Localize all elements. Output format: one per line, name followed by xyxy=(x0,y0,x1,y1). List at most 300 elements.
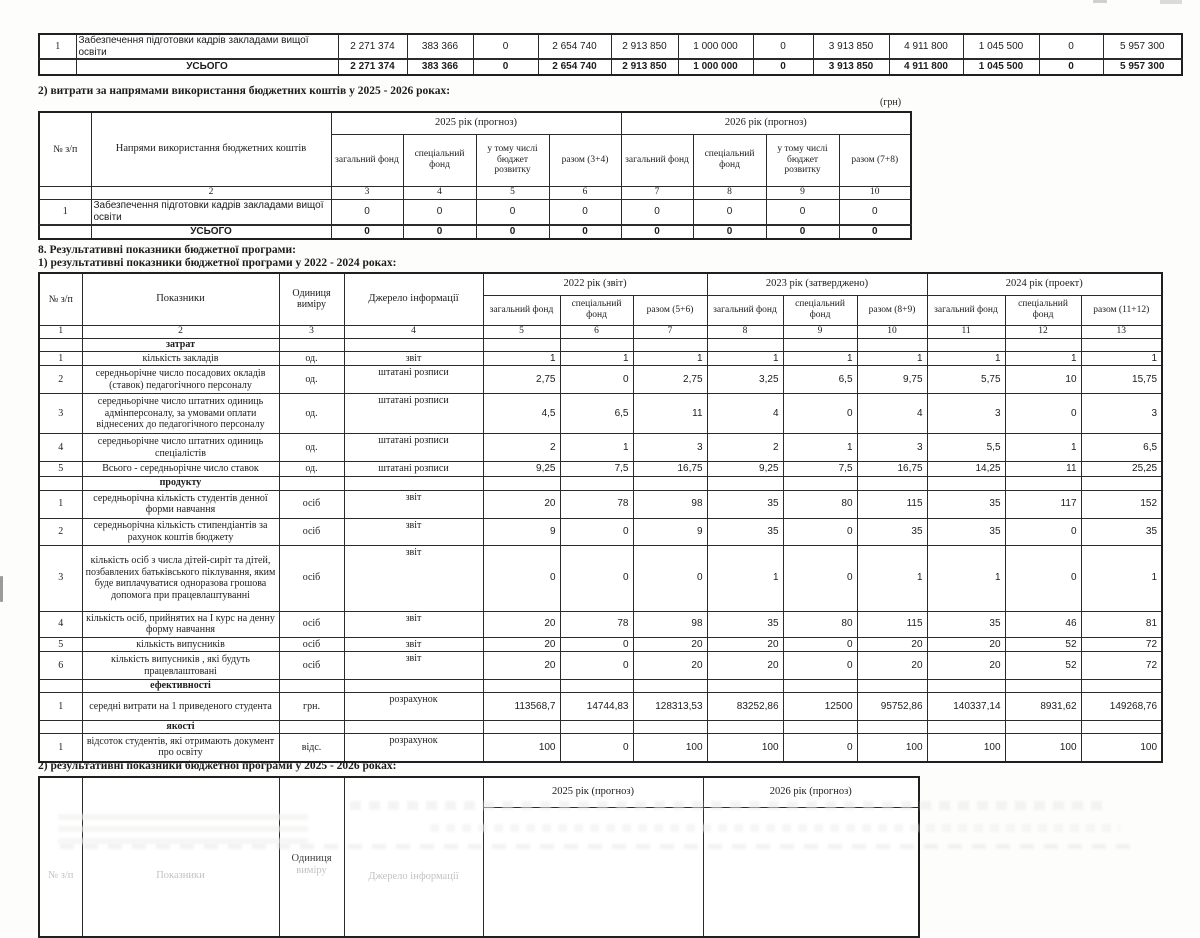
value-cell: 52 xyxy=(1005,637,1081,652)
source-cell xyxy=(344,721,483,734)
value-cell: 100 xyxy=(707,734,783,762)
value-cell: 100 xyxy=(857,734,927,762)
value-cell: 98 xyxy=(633,490,707,518)
col-header-indicator xyxy=(82,777,279,937)
value-cell: 3 xyxy=(1081,394,1162,434)
scan-edge-mark xyxy=(0,576,3,602)
column-index-cell: 7 xyxy=(621,186,693,199)
year-2022-header: 2022 рік (звіт) xyxy=(483,273,707,295)
value-cell: 1 xyxy=(783,434,857,462)
value-cell: 16,75 xyxy=(857,462,927,477)
value-cell: 0 xyxy=(783,734,857,762)
value-cell: 2 913 850 xyxy=(611,34,678,59)
value-cell: 10 xyxy=(1005,366,1081,394)
column-index-cell: 2 xyxy=(82,325,279,338)
summary-table-body xyxy=(39,34,1182,75)
value-cell: 115 xyxy=(857,611,927,637)
value-cell xyxy=(1081,680,1162,693)
source-cell: звіт xyxy=(344,490,483,518)
indicator-name-cell: кількість випусників , які будуть працевлаштовані xyxy=(82,652,279,680)
value-cell xyxy=(707,721,783,734)
value-cell: 1 045 500 xyxy=(963,59,1039,75)
row-number-cell xyxy=(39,225,91,239)
direction-name-cell: Забезпечення підготовки кадрів закладами вищої освіти xyxy=(76,34,338,59)
value-cell: 3 xyxy=(633,434,707,462)
value-cell xyxy=(857,338,927,351)
value-cell: 7,5 xyxy=(560,462,633,477)
value-cell: 0 xyxy=(633,545,707,611)
column-index-cell: 3 xyxy=(331,186,403,199)
year-2023-header: 2023 рік (затверджено) xyxy=(707,273,927,295)
value-cell: 152 xyxy=(1081,490,1162,518)
fund-col-header: спеціальний фонд xyxy=(560,295,633,325)
value-cell: 6,5 xyxy=(560,394,633,434)
indicator-name-cell: кількість осіб, прийнятих на І курс на денну форму навчання xyxy=(82,611,279,637)
column-index-cell xyxy=(39,186,91,199)
source-cell: штатані розписи xyxy=(344,462,483,477)
value-cell xyxy=(483,476,560,490)
year-2025-header: 2025 рік (прогноз) xyxy=(483,777,703,807)
indicator-name-cell: середньорічна кількість стипендіантів за рахунок коштів бюджету xyxy=(82,518,279,545)
directions-table-body xyxy=(39,199,911,239)
unit-cell: од. xyxy=(279,462,344,477)
value-cell: 1 xyxy=(560,434,633,462)
value-cell: 1 xyxy=(857,351,927,366)
value-cell: 20 xyxy=(483,637,560,652)
table-row xyxy=(39,34,1182,59)
value-cell: 2,75 xyxy=(483,366,560,394)
source-cell: звіт xyxy=(344,611,483,637)
value-cell: 46 xyxy=(1005,611,1081,637)
value-cell: 0 xyxy=(476,225,549,239)
col-header-num-label: № з/п xyxy=(48,869,74,881)
source-cell: звіт xyxy=(344,518,483,545)
col-header-unit xyxy=(279,777,344,937)
year-2026-header: 2026 рік (прогноз) xyxy=(621,112,911,134)
value-cell: 35 xyxy=(1081,518,1162,545)
value-cell xyxy=(707,338,783,351)
fund-col-header: загальний фонд xyxy=(331,134,403,186)
sub1-heading: 1) результативні показники бюджетної програми у 2022 - 2024 роках: xyxy=(38,257,397,269)
value-cell: 0 xyxy=(560,366,633,394)
source-cell: звіт xyxy=(344,545,483,611)
value-cell: 383 366 xyxy=(407,34,473,59)
row-number-cell: 2 xyxy=(39,518,82,545)
table-row xyxy=(39,199,911,225)
fund-col-header: загальний фонд xyxy=(927,295,1005,325)
value-cell: 6,5 xyxy=(783,366,857,394)
value-cell: 3 xyxy=(857,434,927,462)
value-cell xyxy=(1005,680,1081,693)
unit-label-line1: Одиниця xyxy=(291,852,332,864)
unit-cell xyxy=(279,338,344,351)
indicators-table-body xyxy=(39,338,1162,762)
col-header-num xyxy=(39,777,82,937)
value-cell: 0 xyxy=(560,518,633,545)
value-cell: 1 xyxy=(483,351,560,366)
value-cell: 35 xyxy=(927,611,1005,637)
value-cell: 1 000 000 xyxy=(678,59,753,75)
value-cell: 9,75 xyxy=(857,366,927,394)
unit-cell: відс. xyxy=(279,734,344,762)
value-cell: 35 xyxy=(707,611,783,637)
value-cell: 35 xyxy=(927,490,1005,518)
value-cell: 4 911 800 xyxy=(889,59,963,75)
value-cell: 78 xyxy=(560,490,633,518)
indicator-name-cell: середні витрати на 1 приведеного студента xyxy=(82,693,279,721)
value-cell: 16,75 xyxy=(633,462,707,477)
unit-cell: од. xyxy=(279,394,344,434)
column-index-cell: 4 xyxy=(403,186,476,199)
year-header-row xyxy=(39,777,919,807)
value-cell: 11 xyxy=(1005,462,1081,477)
row-number-cell: 1 xyxy=(39,490,82,518)
scan-corner-smudge xyxy=(1160,0,1182,4)
value-cell: 0 xyxy=(1039,59,1103,75)
fund-col-header: разом (5+6) xyxy=(633,295,707,325)
indicator-name-cell: середньорічне число штатних одиниць адмінперсоналу, за умовами оплати віднесених до педагогічного персоналу xyxy=(82,394,279,434)
indicator-row xyxy=(39,693,1162,721)
value-cell: 11 xyxy=(633,394,707,434)
value-cell: 3 913 850 xyxy=(813,34,889,59)
value-cell: 83252,86 xyxy=(707,693,783,721)
unit-cell xyxy=(279,721,344,734)
indicator-name-cell: середньорічне число штатних одиниць спеціалістів xyxy=(82,434,279,462)
forecast-table-body xyxy=(39,777,919,937)
value-cell: 0 xyxy=(766,199,839,225)
value-cell xyxy=(857,680,927,693)
empty-cell xyxy=(703,807,919,937)
value-cell: 2 913 850 xyxy=(611,59,678,75)
indicator-name-cell: кількість закладів xyxy=(82,351,279,366)
directions-table-header xyxy=(39,112,911,199)
value-cell: 80 xyxy=(783,490,857,518)
value-cell: 0 xyxy=(560,734,633,762)
value-cell: 5 957 300 xyxy=(1103,34,1182,59)
fund-col-header: разом (8+9) xyxy=(857,295,927,325)
row-number-cell xyxy=(39,680,82,693)
row-number-cell: 1 xyxy=(39,734,82,762)
column-index-cell: 11 xyxy=(927,325,1005,338)
section8-heading: 8. Результативні показники бюджетної програми: xyxy=(38,244,296,256)
section-row xyxy=(39,680,1162,693)
unit-cell: осіб xyxy=(279,518,344,545)
section-row xyxy=(39,338,1162,351)
value-cell: 1 xyxy=(927,545,1005,611)
value-cell: 1 000 000 xyxy=(678,34,753,59)
value-cell: 0 xyxy=(549,225,621,239)
value-cell: 15,75 xyxy=(1081,366,1162,394)
value-cell: 1 xyxy=(927,351,1005,366)
row-number-cell: 3 xyxy=(39,545,82,611)
value-cell: 1 xyxy=(857,545,927,611)
value-cell: 100 xyxy=(1081,734,1162,762)
sub2-heading: 2) результативні показники бюджетної програми у 2025 - 2026 роках: xyxy=(38,760,397,772)
year-2024-header: 2024 рік (проект) xyxy=(927,273,1162,295)
source-cell xyxy=(344,338,483,351)
value-cell: 20 xyxy=(483,490,560,518)
row-number-cell: 3 xyxy=(39,394,82,434)
indicator-row xyxy=(39,734,1162,762)
value-cell xyxy=(857,721,927,734)
value-cell xyxy=(783,721,857,734)
value-cell: 383 366 xyxy=(407,59,473,75)
value-cell xyxy=(927,680,1005,693)
value-cell: 9 xyxy=(633,518,707,545)
source-cell: звіт xyxy=(344,351,483,366)
unit-cell: од. xyxy=(279,434,344,462)
column-index-cell: 6 xyxy=(560,325,633,338)
value-cell: 35 xyxy=(857,518,927,545)
source-cell xyxy=(344,680,483,693)
value-cell: 7,5 xyxy=(783,462,857,477)
column-index-cell: 9 xyxy=(783,325,857,338)
value-cell: 0 xyxy=(753,34,813,59)
value-cell: 0 xyxy=(783,637,857,652)
column-index-row xyxy=(39,186,911,199)
unit-cell: осіб xyxy=(279,545,344,611)
section-label-cell: продукту xyxy=(82,476,279,490)
fund-col-header: спеціальний фонд xyxy=(1005,295,1081,325)
indicator-row xyxy=(39,366,1162,394)
forecast-indicators-table xyxy=(38,776,920,938)
source-cell: штатані розписи xyxy=(344,394,483,434)
year-header-row xyxy=(39,273,1162,295)
value-cell: 0 xyxy=(1039,34,1103,59)
value-cell: 20 xyxy=(707,652,783,680)
value-cell xyxy=(707,680,783,693)
value-cell: 115 xyxy=(857,490,927,518)
value-cell: 2 xyxy=(483,434,560,462)
column-index-cell: 7 xyxy=(633,325,707,338)
value-cell: 25,25 xyxy=(1081,462,1162,477)
value-cell xyxy=(560,476,633,490)
row-number-cell: 4 xyxy=(39,611,82,637)
indicators-table-header xyxy=(39,273,1162,338)
value-cell: 0 xyxy=(766,225,839,239)
value-cell: 0 xyxy=(783,394,857,434)
value-cell: 20 xyxy=(927,652,1005,680)
value-cell: 0 xyxy=(476,199,549,225)
indicator-name-cell: відсоток студентів, які отримають документ про освіту xyxy=(82,734,279,762)
value-cell: 95752,86 xyxy=(857,693,927,721)
value-cell: 100 xyxy=(483,734,560,762)
indicator-row xyxy=(39,611,1162,637)
fund-col-header: у тому числі бюджет розвитку xyxy=(766,134,839,186)
source-cell: штатані розписи xyxy=(344,366,483,394)
value-cell: 0 xyxy=(621,199,693,225)
indicator-name-cell: середньорічна кількість студентів денної форми навчання xyxy=(82,490,279,518)
value-cell: 8931,62 xyxy=(1005,693,1081,721)
source-cell: штатані розписи xyxy=(344,434,483,462)
value-cell: 0 xyxy=(549,199,621,225)
indicator-row xyxy=(39,434,1162,462)
value-cell: 3,25 xyxy=(707,366,783,394)
value-cell: 9 xyxy=(483,518,560,545)
indicators-table xyxy=(38,272,1163,763)
value-cell: 4 xyxy=(857,394,927,434)
value-cell: 5,75 xyxy=(927,366,1005,394)
value-cell xyxy=(927,721,1005,734)
direction-name-cell: УСЬОГО xyxy=(91,225,331,239)
value-cell: 0 xyxy=(483,545,560,611)
section-label-cell: затрат xyxy=(82,338,279,351)
row-number-cell: 4 xyxy=(39,434,82,462)
value-cell: 0 xyxy=(693,225,766,239)
year-header-row xyxy=(39,112,911,134)
value-cell: 0 xyxy=(473,34,538,59)
section-row xyxy=(39,476,1162,490)
value-cell: 35 xyxy=(927,518,1005,545)
value-cell: 149268,76 xyxy=(1081,693,1162,721)
unit-cell: од. xyxy=(279,366,344,394)
source-cell: звіт xyxy=(344,637,483,652)
fund-col-header: разом (7+8) xyxy=(839,134,911,186)
indicator-row xyxy=(39,518,1162,545)
fund-col-header: у тому числі бюджет розвитку xyxy=(476,134,549,186)
indicator-row xyxy=(39,462,1162,477)
col-header-num: № з/п xyxy=(39,273,82,325)
source-cell: розрахунок xyxy=(344,693,483,721)
value-cell: 0 xyxy=(621,225,693,239)
source-cell: звіт xyxy=(344,652,483,680)
unit-cell xyxy=(279,680,344,693)
value-cell xyxy=(857,476,927,490)
value-cell: 20 xyxy=(633,652,707,680)
indicator-row xyxy=(39,637,1162,652)
value-cell xyxy=(633,476,707,490)
indicator-row xyxy=(39,545,1162,611)
value-cell: 20 xyxy=(483,652,560,680)
value-cell: 0 xyxy=(753,59,813,75)
value-cell: 78 xyxy=(560,611,633,637)
direction-name-cell: УСЬОГО xyxy=(76,59,338,75)
value-cell: 1 xyxy=(783,351,857,366)
row-number-cell: 1 xyxy=(39,34,76,59)
col-header-source: Джерело інформації xyxy=(344,273,483,325)
indicator-row xyxy=(39,351,1162,366)
value-cell: 0 xyxy=(1005,518,1081,545)
value-cell xyxy=(633,680,707,693)
col-header-indicator: Показники xyxy=(82,273,279,325)
indicator-row xyxy=(39,652,1162,680)
value-cell: 35 xyxy=(707,518,783,545)
indicator-row xyxy=(39,394,1162,434)
fund-col-header: спеціальний фонд xyxy=(403,134,476,186)
value-cell: 72 xyxy=(1081,637,1162,652)
fund-col-header: загальний фонд xyxy=(707,295,783,325)
value-cell xyxy=(1081,338,1162,351)
value-cell: 20 xyxy=(707,637,783,652)
empty-cell xyxy=(483,807,703,937)
col-header-directions: Напрями використання бюджетних коштів xyxy=(91,112,331,186)
fund-col-header: разом (3+4) xyxy=(549,134,621,186)
value-cell: 20 xyxy=(483,611,560,637)
section-row xyxy=(39,721,1162,734)
table-row xyxy=(39,225,911,239)
value-cell xyxy=(560,680,633,693)
fund-col-header: загальний фонд xyxy=(483,295,560,325)
value-cell xyxy=(1081,721,1162,734)
value-cell xyxy=(560,721,633,734)
value-cell xyxy=(1005,338,1081,351)
value-cell: 1 xyxy=(1005,351,1081,366)
unit-cell: грн. xyxy=(279,693,344,721)
row-number-cell: 6 xyxy=(39,652,82,680)
value-cell: 0 xyxy=(783,518,857,545)
value-cell: 0 xyxy=(839,199,911,225)
row-number-cell xyxy=(39,59,76,75)
value-cell: 2 654 740 xyxy=(538,59,611,75)
value-cell: 9,25 xyxy=(483,462,560,477)
value-cell: 81 xyxy=(1081,611,1162,637)
value-cell: 2 271 374 xyxy=(338,59,407,75)
value-cell: 0 xyxy=(1005,545,1081,611)
value-cell: 117 xyxy=(1005,490,1081,518)
value-cell: 20 xyxy=(633,637,707,652)
column-index-cell: 4 xyxy=(344,325,483,338)
value-cell xyxy=(927,338,1005,351)
value-cell xyxy=(633,721,707,734)
column-index-cell: 10 xyxy=(857,325,927,338)
value-cell: 5,5 xyxy=(927,434,1005,462)
value-cell: 20 xyxy=(857,652,927,680)
value-cell: 14744,83 xyxy=(560,693,633,721)
unit-cell: осіб xyxy=(279,490,344,518)
column-index-cell: 5 xyxy=(476,186,549,199)
row-number-cell: 5 xyxy=(39,462,82,477)
value-cell xyxy=(1005,721,1081,734)
section-label-cell: якості xyxy=(82,721,279,734)
col-header-source-label: Джерело інформації xyxy=(368,870,459,882)
source-cell: розрахунок xyxy=(344,734,483,762)
unit-cell: осіб xyxy=(279,611,344,637)
value-cell: 1 xyxy=(560,351,633,366)
value-cell: 100 xyxy=(1005,734,1081,762)
table-row xyxy=(39,59,1182,75)
value-cell xyxy=(927,476,1005,490)
unit-cell xyxy=(279,476,344,490)
year-2026-header: 2026 рік (прогноз) xyxy=(703,777,919,807)
value-cell: 20 xyxy=(857,637,927,652)
indicator-name-cell: кількість випусників xyxy=(82,637,279,652)
value-cell: 0 xyxy=(403,225,476,239)
col-header-source xyxy=(344,777,483,937)
fund-col-header: спеціальний фонд xyxy=(693,134,766,186)
value-cell xyxy=(783,680,857,693)
column-index-cell: 1 xyxy=(39,325,82,338)
value-cell: 0 xyxy=(693,199,766,225)
indicator-row xyxy=(39,490,1162,518)
unit-cell: осіб xyxy=(279,637,344,652)
value-cell xyxy=(633,338,707,351)
column-index-cell: 8 xyxy=(707,325,783,338)
value-cell: 2 271 374 xyxy=(338,34,407,59)
value-cell: 1 xyxy=(1081,351,1162,366)
unit-cell: од. xyxy=(279,351,344,366)
direction-name-cell: Забезпечення підготовки кадрів закладами вищої освіти xyxy=(91,199,331,225)
value-cell: 0 xyxy=(783,652,857,680)
value-cell: 1 xyxy=(633,351,707,366)
value-cell xyxy=(783,476,857,490)
value-cell: 3 xyxy=(927,394,1005,434)
value-cell: 3 913 850 xyxy=(813,59,889,75)
col-header-indicator-label: Показники xyxy=(156,869,205,881)
summary-table xyxy=(38,33,1183,76)
column-index-cell: 12 xyxy=(1005,325,1081,338)
value-cell: 0 xyxy=(331,199,403,225)
value-cell: 1 045 500 xyxy=(963,34,1039,59)
